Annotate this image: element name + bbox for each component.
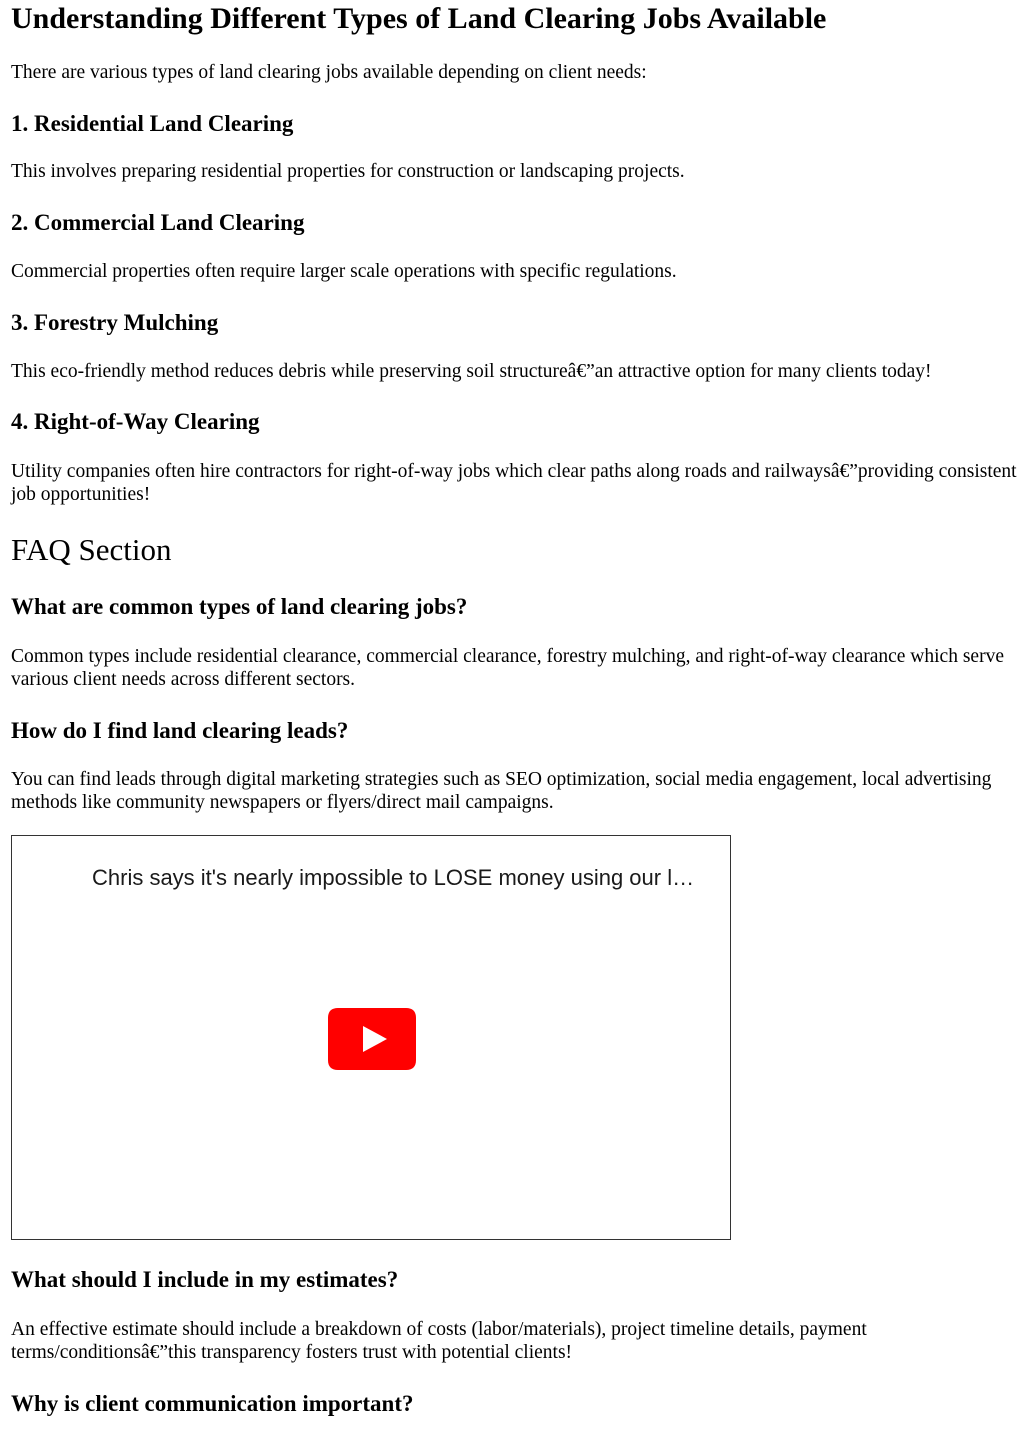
faq-answer: Common types include residential clearance, commercial clearance, forestry mulching, and right-of-way clearance which serve various client needs across different sectors. [11,646,1004,690]
faq-question: What should I include in my estimates? [11,1267,399,1292]
article-intro: There are various types of land clearing jobs available depending on client needs: [11,62,647,83]
section-heading-residential: 1. Residential Land Clearing [11,111,294,136]
section-body-right-of-way: Utility companies often hire contractors for right-of-way jobs which clear paths along roads and railwaysâ€”providing consistent job opportunities! [11,461,1017,505]
section-heading-right-of-way: 4. Right-of-Way Clearing [11,409,260,434]
video-title[interactable]: Chris says it's nearly impossible to LOSE money using our l… [92,865,695,890]
faq-question: How do I find land clearing leads? [11,718,349,743]
section-body-residential: This involves preparing residential properties for construction or landscaping projects. [11,161,685,182]
article-title: Understanding Different Types of Land Clearing Jobs Available [11,2,827,35]
faq-answer: An effective estimate should include a breakdown of costs (labor/materials), project timeline details, payment terms/conditionsâ€”this transparency fosters trust with potential clients! [11,1319,867,1363]
section-body-commercial: Commercial properties often require larger scale operations with specific regulations. [11,261,677,282]
youtube-video-embed[interactable] [11,835,731,1240]
play-button[interactable] [328,1008,416,1070]
faq-answer: You can find leads through digital marketing strategies such as SEO optimization, social media engagement, local advertising methods like community newspapers or flyers/direct mail campaigns. [11,769,992,813]
faq-question: Why is client communication important? [11,1391,414,1416]
play-icon[interactable] [328,1008,416,1070]
section-body-forestry: This eco-friendly method reduces debris while preserving soil structureâ€”an attractive option for many clients today! [11,361,932,382]
section-heading-forestry: 3. Forestry Mulching [11,310,219,335]
faq-question: What are common types of land clearing jobs? [11,594,468,619]
section-heading-commercial: 2. Commercial Land Clearing [11,210,305,235]
faq-title: FAQ Section [11,532,172,567]
